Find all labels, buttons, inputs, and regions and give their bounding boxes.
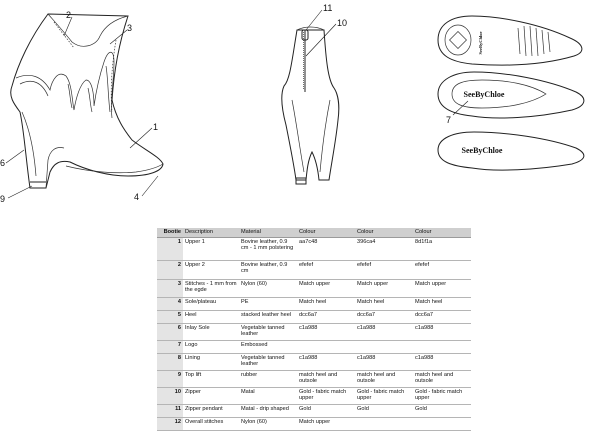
row-colour-3: Match upper: [413, 280, 471, 298]
row-material: Nylon (60): [239, 418, 297, 431]
row-description: Lining: [183, 354, 239, 371]
side-view-callouts: [0, 10, 158, 204]
back-shaft-outline: [282, 30, 339, 180]
sole-bottom-view: [438, 132, 584, 170]
table-row: [157, 371, 471, 388]
outsole-outline: [438, 16, 582, 65]
row-material: stacked leather heel: [239, 311, 297, 324]
row-colour-2: [355, 341, 413, 354]
row-number: 7: [157, 341, 183, 354]
table-row: [157, 238, 471, 261]
row-colour-2: c1a988: [355, 324, 413, 341]
row-number: 3: [157, 280, 183, 298]
row-description: Inlay Sole: [183, 324, 239, 341]
row-material: Vegetable tanned leather: [239, 324, 297, 341]
row-material: Matal - drip shaped: [239, 405, 297, 418]
row-colour-2: c1a988: [355, 354, 413, 371]
header-colour-2: Colour: [355, 228, 413, 238]
row-material: Embossed: [239, 341, 297, 354]
row-colour-2: match heel and outsole: [355, 371, 413, 388]
sole-bottom-outline: [438, 132, 584, 170]
row-number: 10: [157, 388, 183, 405]
row-material: PE: [239, 298, 297, 311]
callout-4: 4: [134, 192, 140, 202]
bootie-back-view: [282, 27, 339, 184]
insole-view: [438, 72, 584, 118]
row-description: Zipper pendant: [183, 405, 239, 418]
row-number: 1: [157, 238, 183, 261]
outsole-heel-pad: [445, 25, 471, 55]
row-material: rubber: [239, 371, 297, 388]
bootie-sole: [66, 164, 163, 173]
header-bootie: Bootie: [157, 228, 183, 238]
table-row: [157, 388, 471, 405]
row-colour-2: Gold - fabric match upper: [355, 388, 413, 405]
table-row: [157, 324, 471, 341]
outsole-view: [438, 16, 582, 65]
row-colour-1: c1a988: [297, 324, 355, 341]
header-description: Description: [183, 228, 239, 238]
row-description: Logo: [183, 341, 239, 354]
bootie-wave-panels: [16, 52, 114, 118]
row-colour-1: c1a988: [297, 354, 355, 371]
row-colour-1: aa7c48: [297, 238, 355, 261]
row-description: Overall stitches: [183, 418, 239, 431]
callout-10: 10: [337, 18, 348, 28]
spec-table-header: [157, 228, 471, 238]
callout-11: 11: [323, 3, 333, 13]
row-description: Zipper: [183, 388, 239, 405]
callout-6: 6: [0, 158, 6, 168]
row-colour-3: 8d1f1a: [413, 238, 471, 261]
row-colour-3: Match heel: [413, 298, 471, 311]
row-colour-3: match heel and outsole: [413, 371, 471, 388]
row-colour-1: Gold - fabric match upper: [297, 388, 355, 405]
table-row: [157, 280, 471, 298]
row-colour-2: Match upper: [355, 280, 413, 298]
callout-3: 3: [127, 23, 133, 33]
row-colour-2: dcc6a7: [355, 311, 413, 324]
table-row: [157, 261, 471, 280]
outsole-logo: SeeByChloe: [478, 31, 483, 55]
row-number: 12: [157, 418, 183, 431]
table-row: [157, 311, 471, 324]
row-description: Sole/plateau: [183, 298, 239, 311]
header-colour-3: Colour: [413, 228, 471, 238]
row-colour-2: Match heel: [355, 298, 413, 311]
row-material: Bovine leather, 0.9 cm: [239, 261, 297, 280]
table-row: [157, 418, 471, 431]
table-row: [157, 341, 471, 354]
row-colour-2: 396ca4: [355, 238, 413, 261]
row-material: Bovine leather, 0.9 cm - 1 mm polstering: [239, 238, 297, 261]
row-colour-3: Gold: [413, 405, 471, 418]
outsole-grip-lines: [518, 26, 550, 56]
bootie-side-outline: [11, 14, 163, 188]
row-number: 2: [157, 261, 183, 280]
row-colour-2: efefef: [355, 261, 413, 280]
row-number: 9: [157, 371, 183, 388]
callout-9: 9: [0, 194, 6, 204]
bootie-side-view: [11, 14, 163, 188]
bootie-wave-panels-inner: [20, 66, 110, 112]
row-colour-3: c1a988: [413, 354, 471, 371]
callout-7: 7: [446, 115, 452, 125]
back-heel-inner: [292, 100, 330, 172]
row-colour-2: [355, 418, 413, 431]
row-number: 4: [157, 298, 183, 311]
row-colour-3: c1a988: [413, 324, 471, 341]
insole-logo: SeeByChloe: [463, 90, 505, 99]
row-colour-1: match heel and outsole: [297, 371, 355, 388]
row-description: Upper 1: [183, 238, 239, 261]
sole-bottom-logo: SeeByChloe: [461, 146, 503, 155]
row-description: Heel: [183, 311, 239, 324]
row-material: Nylon (60): [239, 280, 297, 298]
row-colour-3: [413, 341, 471, 354]
row-colour-3: [413, 418, 471, 431]
back-top-lift: [296, 178, 306, 184]
callout-2: 2: [66, 10, 72, 20]
row-colour-3: dcc6a7: [413, 311, 471, 324]
header-material: Material: [239, 228, 297, 238]
row-colour-1: dcc6a7: [297, 311, 355, 324]
spec-table: [157, 228, 471, 431]
insole-outline: [438, 72, 584, 118]
row-description: Stitches - 1 mm from the egde: [183, 280, 239, 298]
row-number: 11: [157, 405, 183, 418]
row-colour-3: Gold - fabric match upper: [413, 388, 471, 405]
callout-1: 1: [153, 122, 159, 132]
row-description: Top lift: [183, 371, 239, 388]
bootie-stitch: [54, 22, 116, 112]
header-colour-1: Colour: [297, 228, 355, 238]
outsole-heel-diamond: [450, 32, 467, 49]
table-row: [157, 354, 471, 371]
row-colour-1: [297, 341, 355, 354]
row-colour-1: Match heel: [297, 298, 355, 311]
row-colour-1: efefef: [297, 261, 355, 280]
row-number: 8: [157, 354, 183, 371]
table-row: [157, 298, 471, 311]
row-material: Vegetable tanned leather: [239, 354, 297, 371]
row-material: Matal: [239, 388, 297, 405]
row-description: Upper 2: [183, 261, 239, 280]
row-colour-1: Match upper: [297, 418, 355, 431]
row-colour-2: Gold: [355, 405, 413, 418]
row-colour-1: Gold: [297, 405, 355, 418]
row-number: 6: [157, 324, 183, 341]
row-colour-1: Match upper: [297, 280, 355, 298]
table-row: [157, 405, 471, 418]
row-colour-3: efefef: [413, 261, 471, 280]
row-number: 5: [157, 311, 183, 324]
